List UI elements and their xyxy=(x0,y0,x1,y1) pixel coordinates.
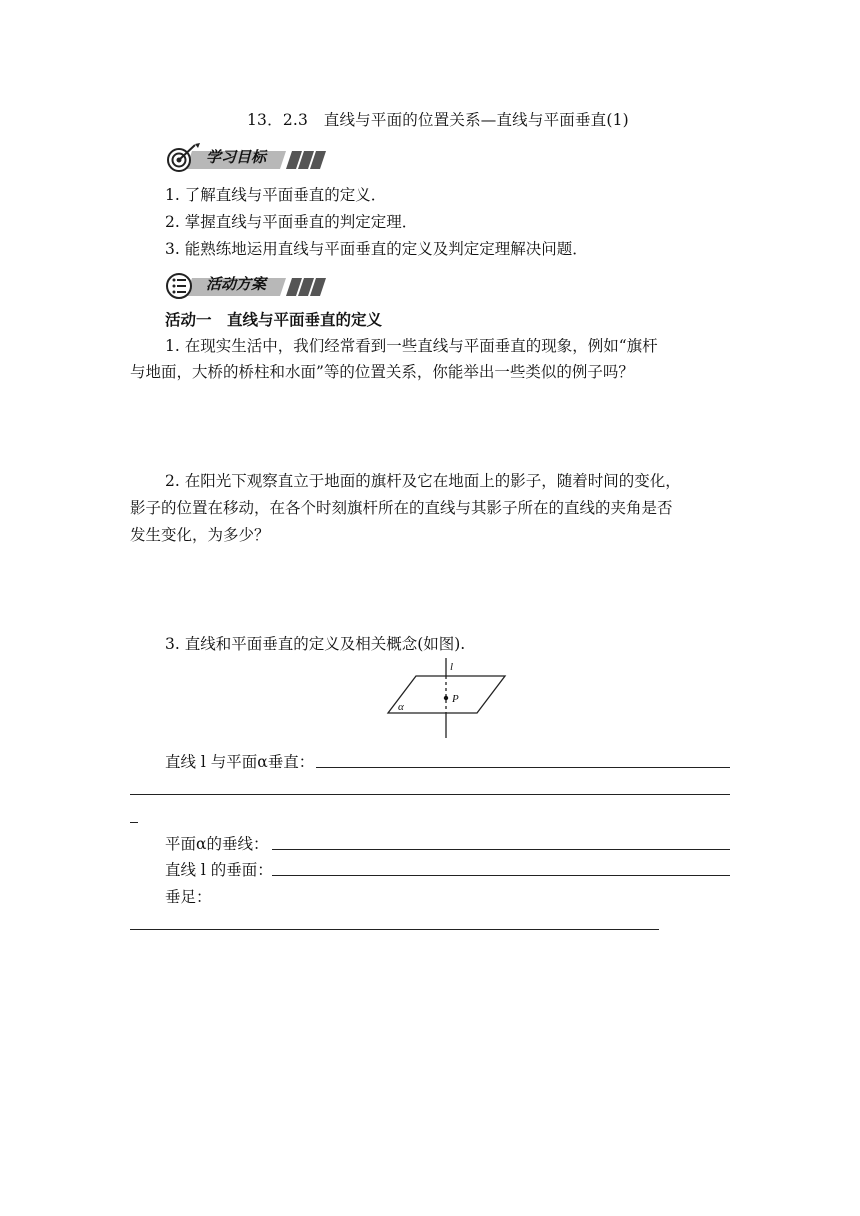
perpendicular-figure xyxy=(385,656,510,740)
plane-alpha-label: α xyxy=(398,701,404,713)
point-p-label: P xyxy=(452,693,459,705)
line-l-label: l xyxy=(450,661,454,673)
question-1-line-1: 1. 在现实生活中，我们经常看到一些直线与平面垂直的现象，例如“旗杆 xyxy=(165,337,658,355)
foot-blank[interactable] xyxy=(130,929,659,930)
perp-line-blank[interactable] xyxy=(272,849,730,850)
activity-title: 活动一 直线与平面垂直的定义 xyxy=(165,310,383,329)
question-3: 3. 直线和平面垂直的定义及相关概念(如图). xyxy=(165,635,466,653)
learning-goals-label: 学习目标 xyxy=(206,148,267,166)
activity-plan-banner xyxy=(162,269,332,301)
learning-goals-banner xyxy=(162,142,332,174)
perp-definition-blank-1[interactable] xyxy=(316,767,730,768)
perp-line-label: 平面α的垂线： xyxy=(165,835,269,853)
question-2-line-2: 影子的位置在移动，在各个时刻旗杆所在的直线与其影子所在的直线的夹角是否 xyxy=(130,499,673,517)
perp-plane-label: 直线 l 的垂面： xyxy=(165,861,273,879)
perp-definition-blank-2[interactable] xyxy=(130,794,730,795)
point-p xyxy=(444,696,448,700)
goal-item-1: 1. 了解直线与平面垂直的定义． xyxy=(165,186,387,204)
foot-label: 垂足： xyxy=(165,888,212,906)
question-2-line-1: 2. 在阳光下观察直立于地面的旗杆及它在地面上的影子，随着时间的变化， xyxy=(165,472,681,490)
page-title: 13．2.3 直线与平面的位置关系—直线与平面垂直(1) xyxy=(247,111,629,129)
perp-plane-blank[interactable] xyxy=(272,875,730,876)
question-1-line-2: 与地面，大桥的桥柱和水面”等的位置关系，你能举出一些类似的例子吗？ xyxy=(130,363,634,381)
goal-item-2: 2. 掌握直线与平面垂直的判定定理． xyxy=(165,213,418,231)
goal-item-3: 3. 能熟练地运用直线与平面垂直的定义及判定定理解决问题． xyxy=(165,240,588,258)
question-2-line-3: 发生变化，为多少？ xyxy=(130,526,270,544)
activity-plan-label: 活动方案 xyxy=(206,275,267,293)
perp-definition-label: 直线 l 与平面α垂直： xyxy=(165,753,315,771)
perp-definition-blank-3[interactable] xyxy=(130,822,138,823)
